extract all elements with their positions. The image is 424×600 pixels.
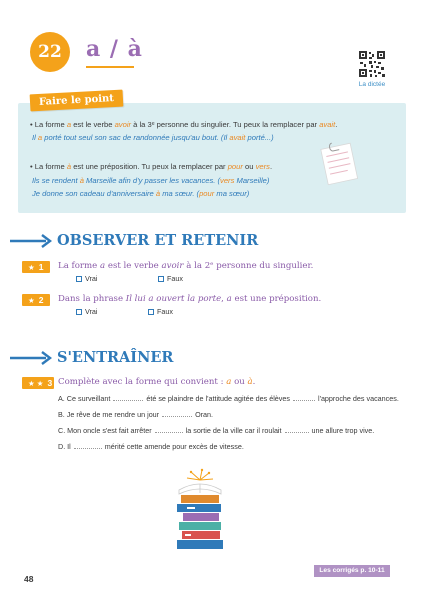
checkbox-icon[interactable] [76, 309, 82, 315]
checkbox-icon[interactable] [76, 276, 82, 282]
exercise-2-vrai[interactable]: Vrai [76, 307, 98, 316]
example-2: Ils se rendent à Marseille afin d'y passer les vacances. (vers Marseille) [32, 176, 270, 185]
exercise-1-tag: ★ 1 [22, 261, 50, 273]
page-number: 48 [24, 574, 34, 584]
answer-blank[interactable] [293, 395, 315, 401]
exercise-3-tag: ★ ★ 3 [22, 377, 54, 389]
exercise-1-vrai[interactable]: Vrai [76, 274, 98, 283]
answer-blank[interactable] [155, 427, 183, 433]
sentence-b: B. Je rêve de me rendre un jour Oran. [58, 410, 214, 419]
section-entrainer [10, 349, 173, 366]
exercise-2-tag: ★ 2 [22, 294, 50, 306]
rule-2: • La forme à est une préposition. Tu peux la remplacer par pour ou vers. [30, 162, 273, 171]
lesson-number: 22 [38, 42, 62, 62]
answer-blank[interactable] [285, 427, 309, 433]
qr-code-icon[interactable] [358, 50, 386, 78]
example-1: Il a porté tout seul son sac de randonnée jusqu'au bout. (Il avait porté...) [32, 133, 274, 142]
answer-blank[interactable] [113, 395, 143, 401]
summary-tag: Faire le point [30, 90, 124, 112]
section-title: OBSERVER ET RETENIR [57, 232, 259, 249]
answer-blank[interactable] [74, 443, 102, 449]
example-3: Je donne son cadeau d'anniversaire à ma sœur. (pour ma sœur) [32, 189, 250, 198]
lesson-number-badge [30, 32, 70, 72]
notepad-icon [318, 140, 360, 186]
section-title: S'ENTRAÎNER [57, 349, 174, 366]
star-icon: ★ ★ [28, 379, 44, 388]
books-stack-icon [165, 468, 235, 558]
checkbox-icon[interactable] [148, 309, 154, 315]
exercise-1-faux[interactable]: Faux [158, 274, 183, 283]
exercise-2-faux[interactable]: Faux [148, 307, 173, 316]
corriges-label: Les corrigés p. 10-11 [314, 565, 390, 577]
sentence-c: C. Mon oncle s'est fait arrêter la sortie de la ville car il roulait une allure trop vive. [58, 426, 375, 435]
exercise-3-question: Complète avec la forme qui convient : a ou à. [58, 377, 256, 387]
arrow-right-icon [10, 351, 54, 365]
star-icon: ★ [28, 263, 35, 272]
exercise-1-question: La forme a est le verbe avoir à la 2ᵉ personne du singulier. [58, 261, 314, 271]
lesson-title: a / à [86, 36, 143, 62]
sentence-d: D. Il mérité cette amende pour excès de vitesse. [58, 442, 244, 451]
title-underline [86, 66, 134, 68]
section-observer [10, 232, 258, 249]
exercise-2-question: Dans la phrase Il lui a ouvert la porte, a est une préposition. [58, 294, 322, 304]
sentence-a: A. Ce surveillant été se plaindre de l'attitude agitée des élèves l'approche des vacances. [58, 394, 399, 403]
rule-1: • La forme a est le verbe avoir à la 3ᵉ personne du singulier. Tu peux la remplacer par avait. [30, 120, 338, 129]
arrow-right-icon [10, 234, 54, 248]
answer-blank[interactable] [162, 411, 192, 417]
qr-label[interactable]: La dictée [358, 81, 386, 88]
checkbox-icon[interactable] [158, 276, 164, 282]
star-icon: ★ [28, 296, 35, 305]
